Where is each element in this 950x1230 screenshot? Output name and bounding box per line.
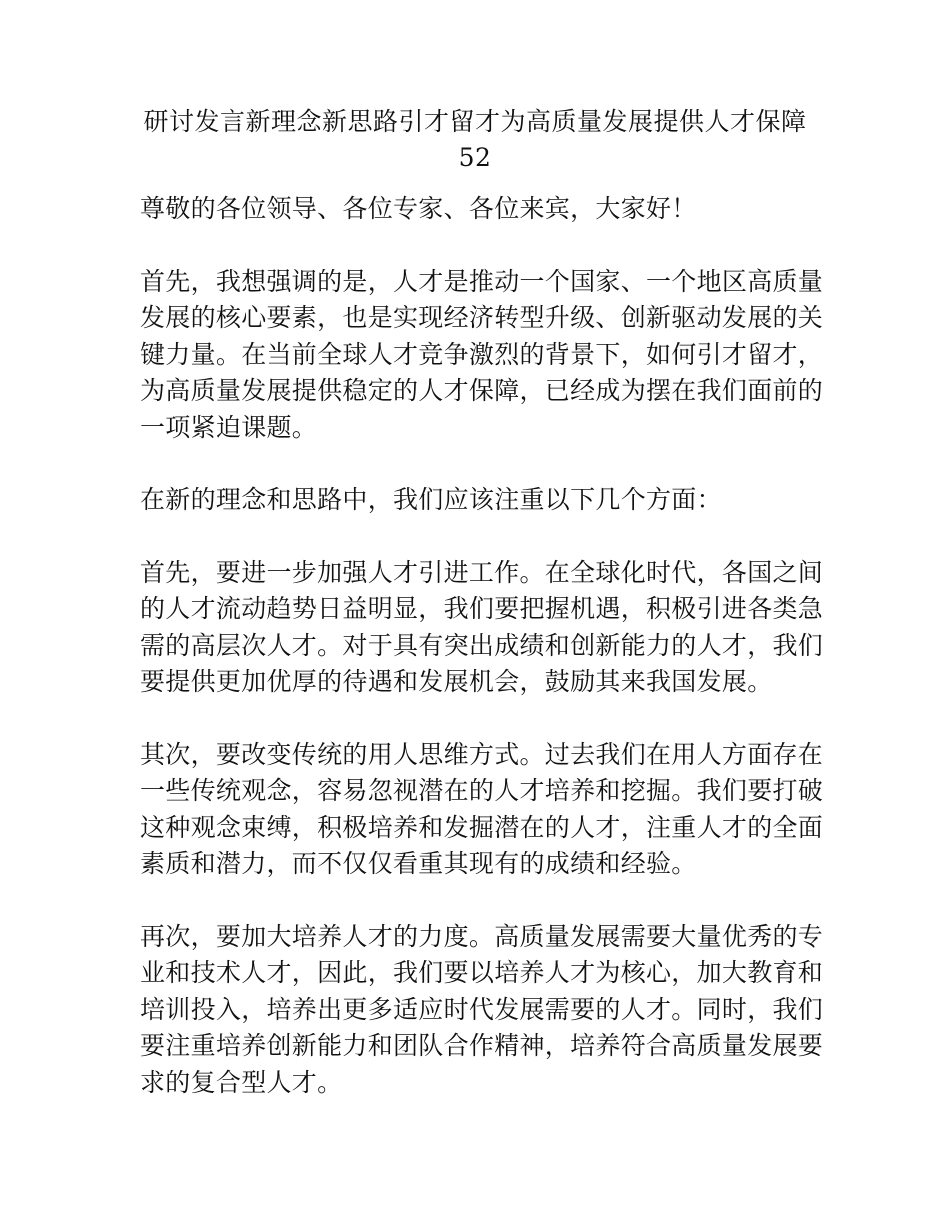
paragraph-line: 键力量。在当前全球人才竞争激烈的背景下，如何引才留才， xyxy=(140,339,824,369)
paragraph-line: 一项紧迫课题。 xyxy=(140,412,318,442)
paragraph-line: 培训投入，培养出更多适应时代发展需要的人才。同时，我们 xyxy=(140,994,824,1024)
paragraph-line: 其次，要改变传统的用人思维方式。过去我们在用人方面存在 xyxy=(140,739,824,769)
paragraph-line: 在新的理念和思路中，我们应该注重以下几个方面： xyxy=(140,485,722,514)
paragraph-line: 尊敬的各位领导、各位专家、各位来宾，大家好！ xyxy=(140,194,697,223)
paragraph-line: 要提供更加优厚的待遇和发展机会，鼓励其来我国发展。 xyxy=(140,667,773,696)
paragraph-third-point xyxy=(140,919,824,1102)
document-body xyxy=(140,191,824,1137)
document-title-text: 研讨发言新理念新思路引才留才为高质量发展提供人才保障 xyxy=(143,107,807,136)
paragraph-line: 这种观念束缚，积极培养和发掘潜在的人才，注重人才的全面 xyxy=(140,812,824,842)
document-title xyxy=(140,104,810,176)
paragraph-line: 再次，要加大培养人才的力度。高质量发展需要大量优秀的专 xyxy=(140,921,824,951)
paragraph-line: 的人才流动趋势日益明显，我们要把握机遇，积极引进各类急 xyxy=(140,594,824,623)
paragraph-line: 要注重培养创新能力和团队合作精神，培养符合高质量发展要 xyxy=(140,1031,824,1060)
paragraph-line: 发展的核心要素，也是实现经济转型升级、创新驱动发展的关 xyxy=(140,303,824,332)
paragraph-second-point xyxy=(140,737,824,883)
paragraph-line: 首先，要进一步加强人才引进工作。在全球化时代，各国之间 xyxy=(140,557,824,587)
paragraph-first-point xyxy=(140,555,824,701)
paragraph-greeting xyxy=(140,191,812,228)
paragraph-line: 业和技术人才，因此，我们要以培养人才为核心，加大教育和 xyxy=(140,958,824,987)
paragraph-intro xyxy=(140,264,824,447)
paragraph-line: 素质和潜力，而不仅仅看重其现有的成绩和经验。 xyxy=(140,849,697,878)
paragraph-line: 求的复合型人才。 xyxy=(140,1067,343,1097)
paragraph-aspects xyxy=(140,482,812,519)
paragraph-line: 首先，我想强调的是，人才是推动一个国家、一个地区高质量 xyxy=(140,266,824,296)
paragraph-line: 为高质量发展提供稳定的人才保障，已经成为摆在我们面前的 xyxy=(140,376,824,405)
paragraph-line: 需的高层次人才。对于具有突出成绩和创新能力的人才，我们 xyxy=(140,630,824,660)
paragraph-line: 一些传统观念，容易忽视潜在的人才培养和挖掘。我们要打破 xyxy=(140,776,824,805)
document-title-number: 52 xyxy=(458,143,492,172)
